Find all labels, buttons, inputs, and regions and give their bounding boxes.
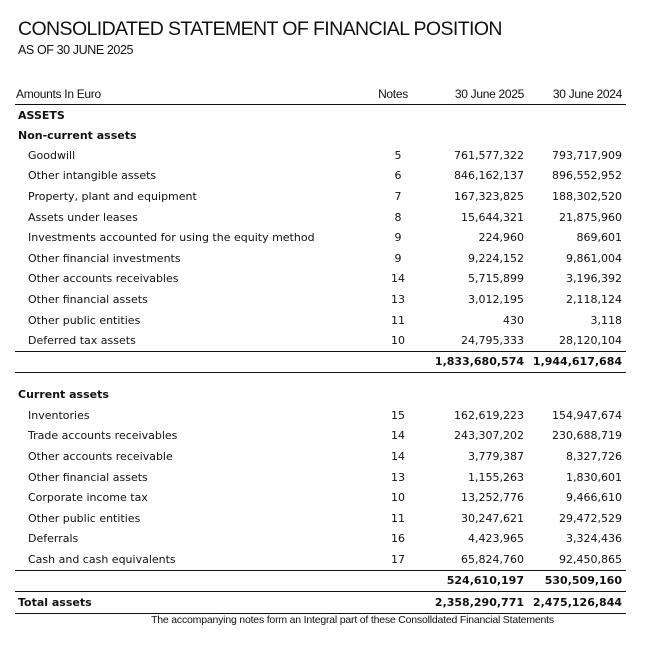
row-note: 9: [394, 251, 402, 265]
row-label: Other financial investments: [28, 251, 181, 265]
row-note: 15: [391, 408, 405, 422]
row-label: Other public entities: [28, 511, 141, 525]
row-note: 8: [394, 210, 402, 224]
row-note: 14: [391, 449, 405, 463]
table-row: [15, 405, 626, 426]
table-row: [15, 145, 626, 166]
row-value-2025: 430: [503, 313, 524, 327]
row-value-2024: 92,450,865: [559, 552, 622, 566]
row-value-2025: 5,715,899: [468, 272, 524, 286]
current-subtotal-row: [15, 570, 626, 592]
current-heading-row: [15, 385, 626, 405]
row-value-2024: 28,120,104: [559, 334, 622, 348]
header-col-2024: 30 June 2024: [552, 87, 622, 101]
row-value-2025: 761,577,322: [454, 148, 524, 162]
row-value-2024: 2,118,124: [566, 292, 622, 306]
row-label: Assets under leases: [28, 210, 138, 224]
row-label: Corporate income tax: [28, 491, 148, 505]
row-note: 6: [394, 169, 402, 183]
current-rows: [15, 405, 626, 570]
table-row: [15, 487, 626, 508]
total-assets-2024: 2,475,126,844: [532, 595, 622, 609]
table-row: [15, 467, 626, 488]
table-row: [15, 330, 626, 351]
current-heading: Current assets: [18, 388, 109, 402]
row-label: Cash and cash equivalents: [28, 552, 176, 566]
row-value-2025: 162,619,223: [454, 408, 524, 422]
row-label: Other financial assets: [28, 292, 148, 306]
table-header: [15, 84, 626, 105]
row-value-2024: 9,861,004: [566, 251, 622, 265]
non-current-heading-row: [15, 125, 626, 145]
row-value-2024: 896,552,952: [552, 169, 622, 183]
row-note: 9: [394, 231, 402, 245]
table-row: [15, 446, 626, 467]
row-value-2025: 3,779,387: [468, 449, 524, 463]
table-row: [15, 529, 626, 550]
row-label: Inventories: [28, 408, 90, 422]
row-value-2024: 869,601: [576, 231, 622, 245]
table-row: [15, 207, 626, 228]
table-row: [15, 549, 626, 570]
row-value-2025: 3,012,195: [468, 292, 524, 306]
row-label: Investments accounted for using the equity method: [28, 231, 315, 245]
non-current-subtotal-row: [15, 351, 626, 373]
total-assets-row: [15, 592, 626, 614]
assets-heading-row: [15, 105, 626, 125]
row-value-2024: 793,717,909: [552, 148, 622, 162]
header-notes: Notes: [378, 87, 408, 101]
row-note: 13: [391, 292, 405, 306]
non-current-subtotal-2025: 1,833,680,574: [434, 355, 524, 369]
row-value-2025: 243,307,202: [454, 429, 524, 443]
table-row: [15, 186, 626, 207]
row-value-2024: 3,324,436: [566, 532, 622, 546]
row-value-2024: 3,196,392: [566, 272, 622, 286]
row-note: 10: [391, 334, 405, 348]
row-label: Other financial assets: [28, 470, 148, 484]
row-value-2024: 29,472,529: [559, 511, 622, 525]
row-label: Property, plant and equipment: [28, 189, 197, 203]
row-value-2025: 30,247,621: [461, 511, 524, 525]
row-label: Goodwill: [28, 148, 76, 162]
row-label: Trade accounts receivables: [28, 429, 178, 443]
footnote: The accompanying notes form an Integral part of these Consolldated Financial Statements: [151, 614, 554, 626]
table-row: [15, 269, 626, 290]
row-note: 16: [391, 532, 405, 546]
table-row: [15, 166, 626, 187]
row-value-2024: 188,302,520: [552, 189, 622, 203]
row-label: Other accounts receivables: [28, 272, 179, 286]
row-note: 17: [391, 552, 405, 566]
total-assets-label: Total assets: [18, 595, 92, 609]
row-value-2025: 167,323,825: [454, 189, 524, 203]
row-note: 14: [391, 272, 405, 286]
row-value-2024: 9,466,610: [566, 491, 622, 505]
current-subtotal-2025: 524,610,197: [446, 574, 524, 588]
header-col-2025: 30 June 2025: [454, 87, 524, 101]
non-current-rows: [15, 145, 626, 351]
row-value-2025: 224,960: [478, 231, 524, 245]
table-row: [15, 426, 626, 447]
financial-position-table: [15, 84, 626, 614]
table-row: [15, 227, 626, 248]
row-label: Deferrals: [28, 532, 79, 546]
assets-heading: ASSETS: [18, 108, 65, 122]
header-amounts-label: Amounts In Euro: [16, 87, 101, 101]
row-value-2025: 1,155,263: [468, 470, 524, 484]
row-value-2024: 154,947,674: [552, 408, 622, 422]
total-assets-2025: 2,358,290,771: [434, 595, 524, 609]
row-value-2025: 846,162,137: [454, 169, 524, 183]
row-label: Other public entities: [28, 313, 141, 327]
row-label: Deferred tax assets: [28, 334, 136, 348]
row-label: Other intangible assets: [28, 169, 157, 183]
document-subtitle: AS OF 30 JUNE 2025: [18, 43, 134, 57]
row-note: 13: [391, 470, 405, 484]
row-value-2025: 24,795,333: [461, 334, 524, 348]
row-value-2025: 15,644,321: [461, 210, 524, 224]
document-title: CONSOLIDATED STATEMENT OF FINANCIAL POSITION: [18, 18, 502, 40]
row-value-2025: 9,224,152: [468, 251, 524, 265]
row-note: 7: [394, 189, 402, 203]
row-value-2024: 3,118: [590, 313, 622, 327]
row-note: 11: [391, 313, 405, 327]
table-row: [15, 310, 626, 331]
row-value-2025: 65,824,760: [461, 552, 524, 566]
row-value-2025: 13,252,776: [461, 491, 524, 505]
row-value-2024: 8,327,726: [566, 449, 622, 463]
row-note: 14: [391, 429, 405, 443]
non-current-heading: Non-current assets: [18, 128, 137, 142]
row-note: 10: [391, 491, 405, 505]
table-row: [15, 289, 626, 310]
row-value-2024: 230,688,719: [552, 429, 622, 443]
table-row: [15, 508, 626, 529]
row-value-2025: 4,423,965: [468, 532, 524, 546]
row-note: 11: [391, 511, 405, 525]
non-current-subtotal-2024: 1,944,617,684: [532, 355, 622, 369]
table-row: [15, 248, 626, 269]
current-subtotal-2024: 530,509,160: [544, 574, 622, 588]
row-note: 5: [394, 148, 402, 162]
row-value-2024: 1,830,601: [566, 470, 622, 484]
row-value-2024: 21,875,960: [559, 210, 622, 224]
row-label: Other accounts receivable: [28, 449, 173, 463]
